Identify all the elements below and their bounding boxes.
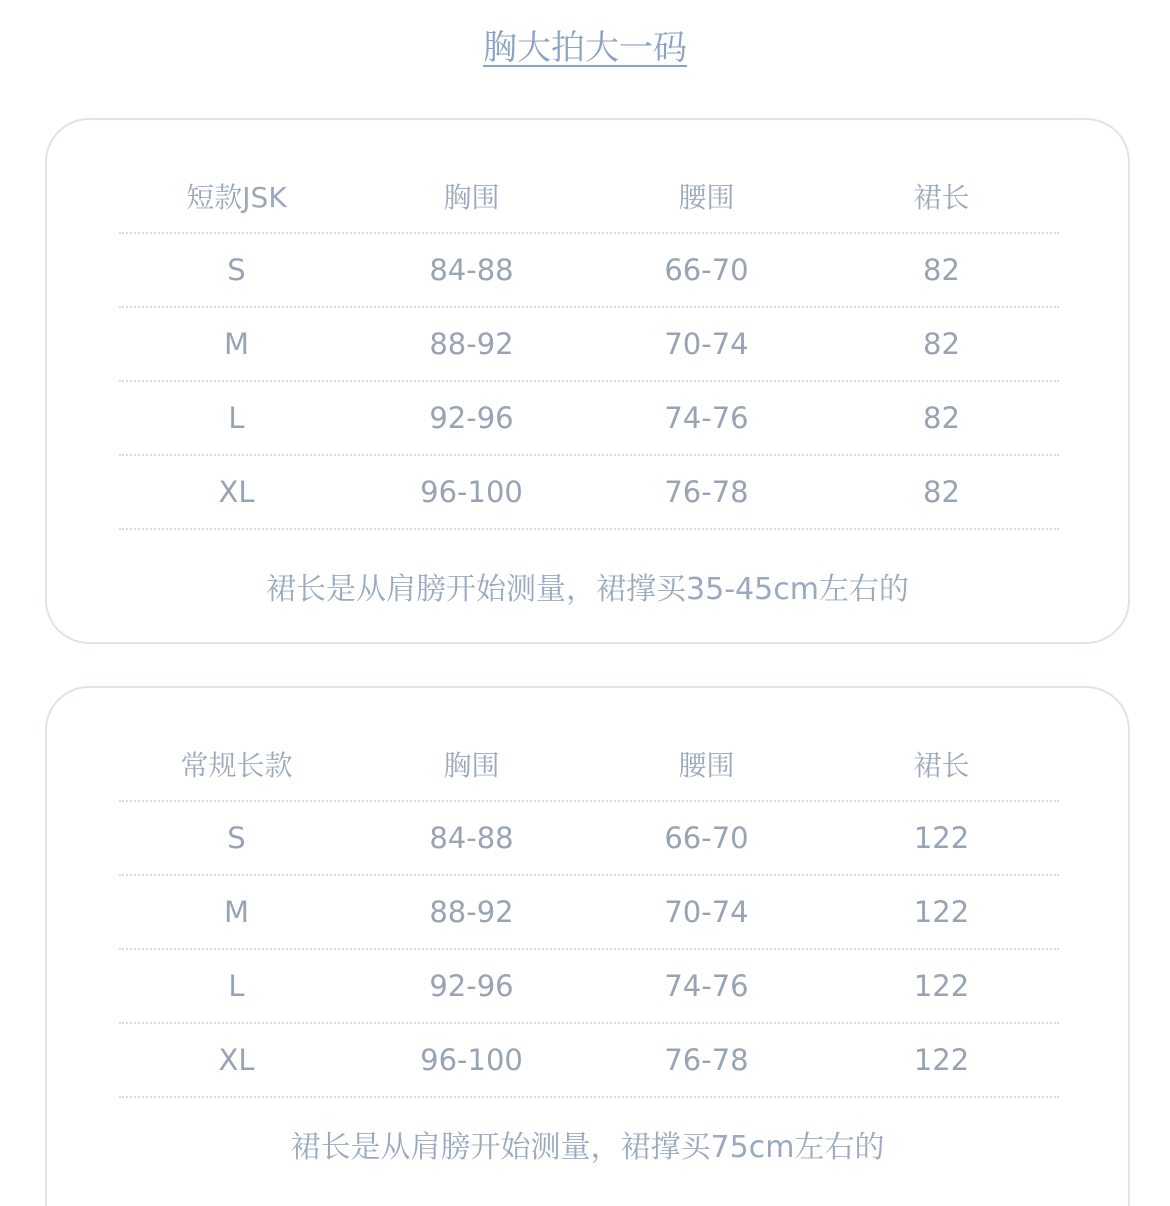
waist-cell: 74-76	[664, 969, 749, 1003]
table-row	[119, 1024, 1059, 1098]
waist-cell: 66-70	[664, 821, 749, 855]
size-table-short	[119, 160, 1059, 530]
header-bust: 胸围	[443, 749, 500, 782]
size-cell: XL	[218, 475, 255, 509]
table-header-row	[119, 728, 1059, 802]
length-cell: 82	[923, 401, 960, 435]
size-chart-card-short	[45, 118, 1130, 644]
table-row	[119, 950, 1059, 1024]
header-length: 裙长	[913, 181, 970, 214]
waist-cell: 66-70	[664, 253, 749, 287]
measurement-note: 裙长是从肩膀开始测量，裙撑买75cm左右的	[290, 1130, 885, 1165]
table-header-row	[119, 160, 1059, 234]
bust-cell: 88-92	[429, 895, 514, 929]
waist-cell: 70-74	[664, 895, 749, 929]
length-cell: 122	[913, 1043, 970, 1077]
header-style: 常规长款	[180, 749, 293, 782]
bust-cell: 84-88	[429, 821, 514, 855]
waist-cell: 76-78	[664, 475, 749, 509]
length-cell: 82	[923, 253, 960, 287]
table-row	[119, 234, 1059, 308]
page-title	[0, 22, 1170, 74]
page-title-text: 胸大拍大一码	[483, 28, 687, 68]
size-chart-card-long	[45, 686, 1130, 1206]
header-style: 短款JSK	[186, 181, 287, 214]
table-row	[119, 382, 1059, 456]
size-cell: L	[228, 969, 245, 1003]
length-cell: 122	[913, 969, 970, 1003]
bust-cell: 96-100	[420, 1043, 523, 1077]
header-waist: 腰围	[678, 749, 735, 782]
size-cell: M	[223, 327, 250, 361]
length-cell: 82	[923, 475, 960, 509]
length-cell: 122	[913, 821, 970, 855]
size-cell: L	[228, 401, 245, 435]
header-waist: 腰围	[678, 181, 735, 214]
length-cell: 122	[913, 895, 970, 929]
size-cell: M	[223, 895, 250, 929]
table-row	[119, 802, 1059, 876]
length-cell: 82	[923, 327, 960, 361]
size-cell: S	[227, 253, 246, 287]
bust-cell: 88-92	[429, 327, 514, 361]
table-row	[119, 308, 1059, 382]
waist-cell: 76-78	[664, 1043, 749, 1077]
waist-cell: 70-74	[664, 327, 749, 361]
bust-cell: 92-96	[429, 401, 514, 435]
size-cell: XL	[218, 1043, 255, 1077]
table-row	[119, 876, 1059, 950]
table-row	[119, 456, 1059, 530]
header-bust: 胸围	[443, 181, 500, 214]
size-table-long	[119, 728, 1059, 1098]
measurement-note: 裙长是从肩膀开始测量，裙撑买35-45cm左右的	[266, 572, 909, 607]
bust-cell: 84-88	[429, 253, 514, 287]
waist-cell: 74-76	[664, 401, 749, 435]
bust-cell: 96-100	[420, 475, 523, 509]
header-length: 裙长	[913, 749, 970, 782]
size-cell: S	[227, 821, 246, 855]
bust-cell: 92-96	[429, 969, 514, 1003]
